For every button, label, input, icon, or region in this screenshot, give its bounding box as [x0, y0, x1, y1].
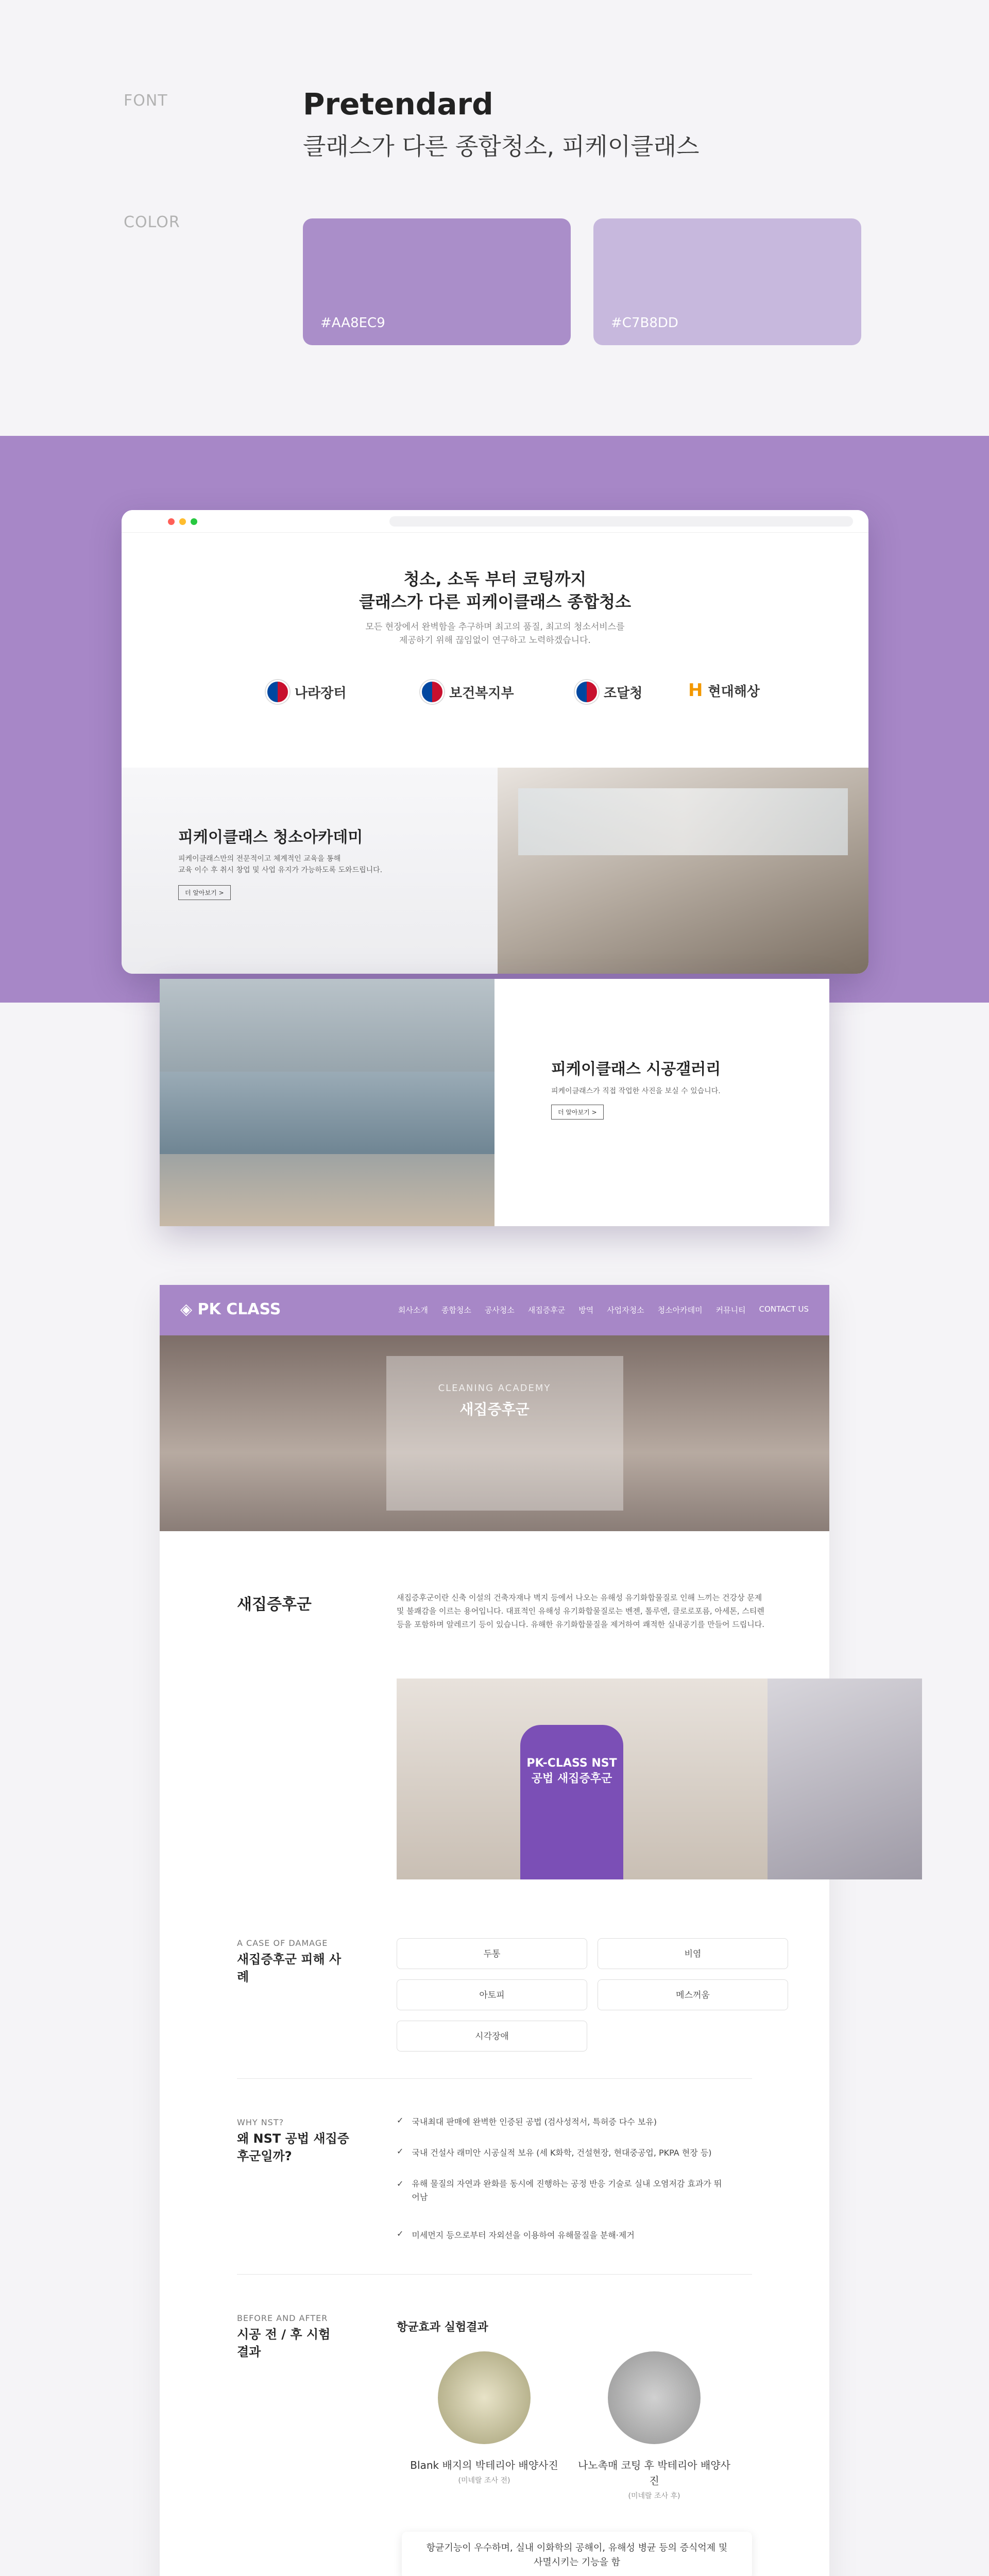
taeguk-icon [266, 680, 289, 704]
divider [237, 2078, 752, 2079]
logo-mohw: 보건복지부 [420, 680, 514, 704]
hero-title: 새집증후군 [459, 1401, 530, 1418]
before-kicker: BEFORE AND AFTER [237, 2313, 328, 2323]
nav-item-disinfection[interactable]: 방역 [578, 1306, 594, 1315]
font-description: 클래스가 다른 종합청소, 피케이클래스 [303, 132, 700, 160]
before-title: 시공 전 / 후 시험결과 [237, 2327, 331, 2359]
top-nav [160, 1285, 829, 1335]
check-icon: ✓ [397, 2146, 404, 2156]
damage-item-rhinitis: 비염 [598, 1938, 788, 1969]
address-bar[interactable] [389, 516, 853, 527]
color-swatch-secondary: #C7B8DD [593, 218, 861, 345]
hyundai-h-icon: H [688, 680, 703, 701]
close-dot-icon[interactable] [168, 518, 175, 525]
logo-pps: 조달청 [575, 680, 642, 704]
damage-title: 새집증후군 피해 사례 [237, 1952, 342, 1984]
nav-item-business[interactable]: 사업자청소 [607, 1306, 644, 1315]
divider [237, 2274, 752, 2275]
nav-item-company[interactable]: 회사소개 [398, 1306, 428, 1315]
taeguk-icon [575, 680, 599, 704]
damage-item-nausea: 메스꺼움 [598, 1979, 788, 2010]
intro-text: 새집증후군이란 신축 이설의 건축자재나 벽지 등에서 나오는 유해성 유기화합물질로 인해 느끼는 건강상 문제 및 불쾌감을 이르는 용어입니다. 대표적인 유해성 유기화합물질로는 벤젠, 톨루엔, 클로로포름, 아세톤, 스티렌 등을 포함하며 알레르기 등이 있습니다. 유해한 유기화합물질을 제거하여 쾌적한 실내공기를 만들어 드립니다. [397, 1593, 765, 1629]
intro-title: 새집증후군 [237, 1596, 312, 1614]
sick-house-page [160, 1285, 829, 2576]
nav-item-contact[interactable]: CONTACT US [759, 1304, 809, 1314]
antibac-note: 항균기능이 우수하며, 실내 이화학의 공해이, 유해성 병균 등의 증식억제 및 사멸시키는 기능을 함 [402, 2532, 752, 2576]
nav-item-general[interactable]: 종합청소 [441, 1306, 471, 1315]
academy-desc-2: 교육 이수 후 취시 창업 및 사업 유지가 가능하도록 도와드립니다. [178, 866, 383, 874]
damage-kicker: A CASE OF DAMAGE [237, 1938, 328, 1948]
why-item: ✓ 유해 물질의 자연과 완화를 동시에 진행하는 공정 반응 기술로 실내 오염저감 효과가 뛰어남 [397, 2177, 726, 2204]
petri-after-caption: 나노촉매 코팅 후 박테리아 배양사진 (미네랄 조사 후) [578, 2459, 730, 2500]
academy-title: 피케이클래스 청소아카데미 [178, 828, 363, 846]
hero-sub: 모든 현장에서 완벽함을 추구하며 최고의 품질, 최고의 청소서비스를 [365, 622, 625, 632]
photo-caption: PK-CLASS NST공법 새집증후군 [526, 1757, 617, 1785]
petri-after [608, 2351, 701, 2444]
academy-desc: 피케이클래스만의 전문적이고 체계적인 교육을 통해 [178, 855, 341, 863]
browser-bar [122, 510, 868, 533]
logo-narajangteo: 나라장터 [266, 680, 346, 704]
damage-item-vision: 시각장애 [397, 2021, 587, 2052]
site-brand[interactable]: ◈ PK CLASS [180, 1300, 281, 1318]
nav-item-academy[interactable]: 청소아카데미 [657, 1306, 703, 1315]
petri-before-caption: Blank 배지의 박테리아 배양사진 (미네랄 조사 전) [410, 2459, 558, 2485]
why-title: 왜 NST 공법 새집증후군일까? [237, 2131, 349, 2163]
font-name: Pretendard [303, 87, 493, 122]
why-item: ✓ 미세먼지 등으로부터 자외선을 이용하여 유해물질을 분해·제거 [397, 2229, 635, 2240]
logo-hyundai: H 현대해상 [688, 680, 760, 701]
gallery-desc: 피케이클래스가 직접 작업한 사진을 보실 수 있습니다. [551, 1087, 721, 1095]
why-kicker: WHY NST? [237, 2117, 284, 2127]
taeguk-icon [420, 680, 444, 704]
hero-title: 청소, 소독 부터 코팅까지 [403, 569, 587, 589]
main-page-mockup [122, 510, 868, 974]
worker-photo [397, 1679, 768, 1879]
font-label: FONT [124, 92, 168, 110]
sea-view [160, 1072, 494, 1154]
hero-sub-2: 제공하기 위해 끊임없이 연구하고 노력하겠습니다. [399, 635, 591, 646]
color-label: COLOR [124, 213, 180, 231]
spray-photo [768, 1679, 922, 1879]
gallery-mockup [160, 979, 829, 1226]
petri-before [438, 2351, 531, 2444]
academy-text-panel [122, 768, 498, 974]
damage-item-headache: 두통 [397, 1938, 587, 1969]
hero-title-2: 클래스가 다른 피케이클래스 종합청소 [359, 592, 631, 612]
nav-item-sickhouse[interactable]: 새집증후군 [527, 1306, 566, 1315]
damage-item-atopy: 아토피 [397, 1979, 587, 2010]
check-icon: ✓ [397, 2115, 404, 2125]
why-item: ✓ 국내최대 판매에 완벽한 인증된 공법 (검사성적서, 특허증 다수 보유) [397, 2115, 657, 2127]
check-icon: ✓ [397, 2229, 404, 2239]
gallery-title: 피케이클래스 시공갤러리 [551, 1060, 721, 1078]
gallery-more-button[interactable]: 더 알아보기 > [551, 1105, 604, 1120]
nav-item-construction[interactable]: 공사청소 [484, 1306, 515, 1315]
nav-item-community[interactable]: 커뮤니티 [715, 1306, 746, 1315]
academy-more-button[interactable]: 더 알아보기 > [178, 885, 231, 900]
pk-logo-icon: ◈ [180, 1300, 198, 1318]
hero-kicker: CLEANING ACADEMY [438, 1383, 551, 1394]
nav-menu [398, 1304, 809, 1315]
color-swatch-primary: #AA8EC9 [303, 218, 571, 345]
worker-figure [520, 1725, 623, 1879]
minimize-dot-icon[interactable] [179, 518, 186, 525]
classroom-photo [498, 768, 868, 974]
hero-window [386, 1356, 623, 1511]
page-hero [160, 1335, 829, 1531]
gallery-photo [160, 979, 494, 1226]
antibac-title: 항균효과 실험결과 [397, 2321, 488, 2334]
check-icon: ✓ [397, 2179, 404, 2189]
window-light [518, 788, 848, 855]
maximize-dot-icon[interactable] [191, 518, 197, 525]
why-item: ✓ 국내 건설사 래미안 시공실적 보유 (세 K화학, 건설현장, 현대중공업, PKPA 현장 등) [397, 2146, 712, 2158]
